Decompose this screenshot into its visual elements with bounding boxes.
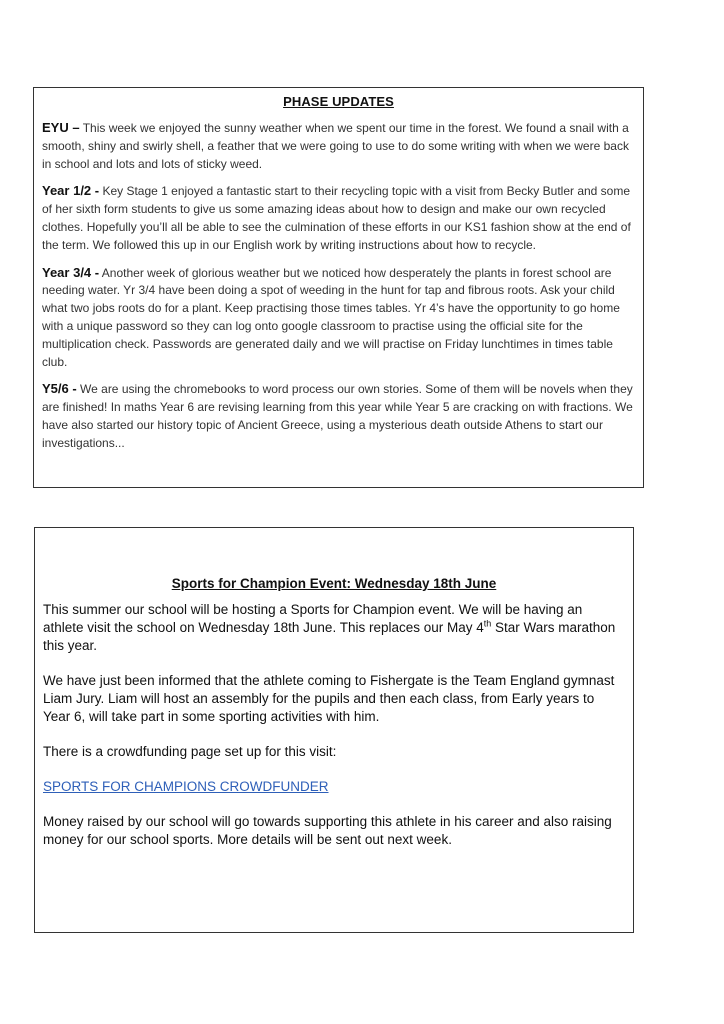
phase-item-text: Another week of glorious weather but we noticed how desperately the plants in forest school are needing water. Yr 3/4 have been doing a spot of weeding in the hunt for tap and fibrous roots. Ask your child what two jobs roots do for a plant. Keep practising those times tables. Yr 4’s have the opportunity to go home with a unique password so they can log onto google classroom to practise using the official site for the multiplication check. Passwords are generated daily and we will practise on Friday lunchtimes in times table club. xyxy=(42,265,620,369)
sports-paragraph-1-end: Star Wars marathon this year. xyxy=(43,620,616,653)
sports-paragraph-3: There is a crowdfunding page set up for this visit: xyxy=(43,744,337,759)
phase-item-text: Key Stage 1 enjoyed a fantastic start to their recycling topic with a visit from Becky Butler and some of her sixth form students to give us some amazing ideas about how to design and make our own recycled clothes. Hopefully you’ll all be able to see the culmination of these efforts in our KS1 fashion show at the end of the term. We followed this up in our English work by writing instructions about how to recycle. xyxy=(42,184,631,252)
phase-item-label: Year 1/2 - xyxy=(42,183,100,199)
crowdfunder-paragraph xyxy=(43,778,625,796)
phase-item-year-1-2 xyxy=(42,182,635,254)
sports-paragraph-4: Money raised by our school will go towards supporting this athlete in his career and also raising money for our school sports. More details will be sent out next week. xyxy=(43,814,612,847)
phase-item-eyu xyxy=(42,119,635,173)
phase-item-text: We are using the chromebooks to word process our own stories. Some of them will be novels when they are finished! In maths Year 6 are revising learning from this year while Year 5 are cracking on with fractions. We have also started our history topic of Ancient Greece, using a mysterious death outside Athens to start our investigations... xyxy=(42,382,633,450)
phase-item-text: This week we enjoyed the sunny weather when we spent our time in the forest. We found a snail with a smooth, shiny and swirly shell, a feather that we were going to use to do some writing with when we were back in school and lots and lots of sticky weed. xyxy=(42,121,629,171)
ordinal-suffix: th xyxy=(483,618,492,629)
crowdfunder-link[interactable]: SPORTS FOR CHAMPIONS CROWDFUNDER xyxy=(43,779,329,794)
phase-item-y5-6 xyxy=(42,380,635,452)
sports-event-title: Sports for Champion Event: Wednesday 18th June xyxy=(171,576,497,591)
phase-updates-box xyxy=(33,87,644,488)
phase-updates-title: PHASE UPDATES xyxy=(283,94,394,109)
sports-paragraph-2: We have just been informed that the athlete coming to Fishergate is the Team England gymnast Liam Jury. Liam will host an assembly for the pupils and then each class, from Early years to Year 6, will take part in some sporting activities with him. xyxy=(43,673,615,724)
sports-event-box xyxy=(34,527,634,933)
sports-paragraph-1 xyxy=(43,601,625,655)
phase-item-label: EYU – xyxy=(42,120,80,135)
phase-item-label: Y5/6 - xyxy=(42,381,77,397)
phase-item-year-3-4 xyxy=(42,264,635,372)
phase-item-label: Year 3/4 - xyxy=(42,264,100,280)
sports-paragraph-1-text: This summer our school will be hosting a Sports for Champion event. We will be having an athlete visit the school on Wednesday 18th June. This replaces our May 4 xyxy=(43,602,583,635)
